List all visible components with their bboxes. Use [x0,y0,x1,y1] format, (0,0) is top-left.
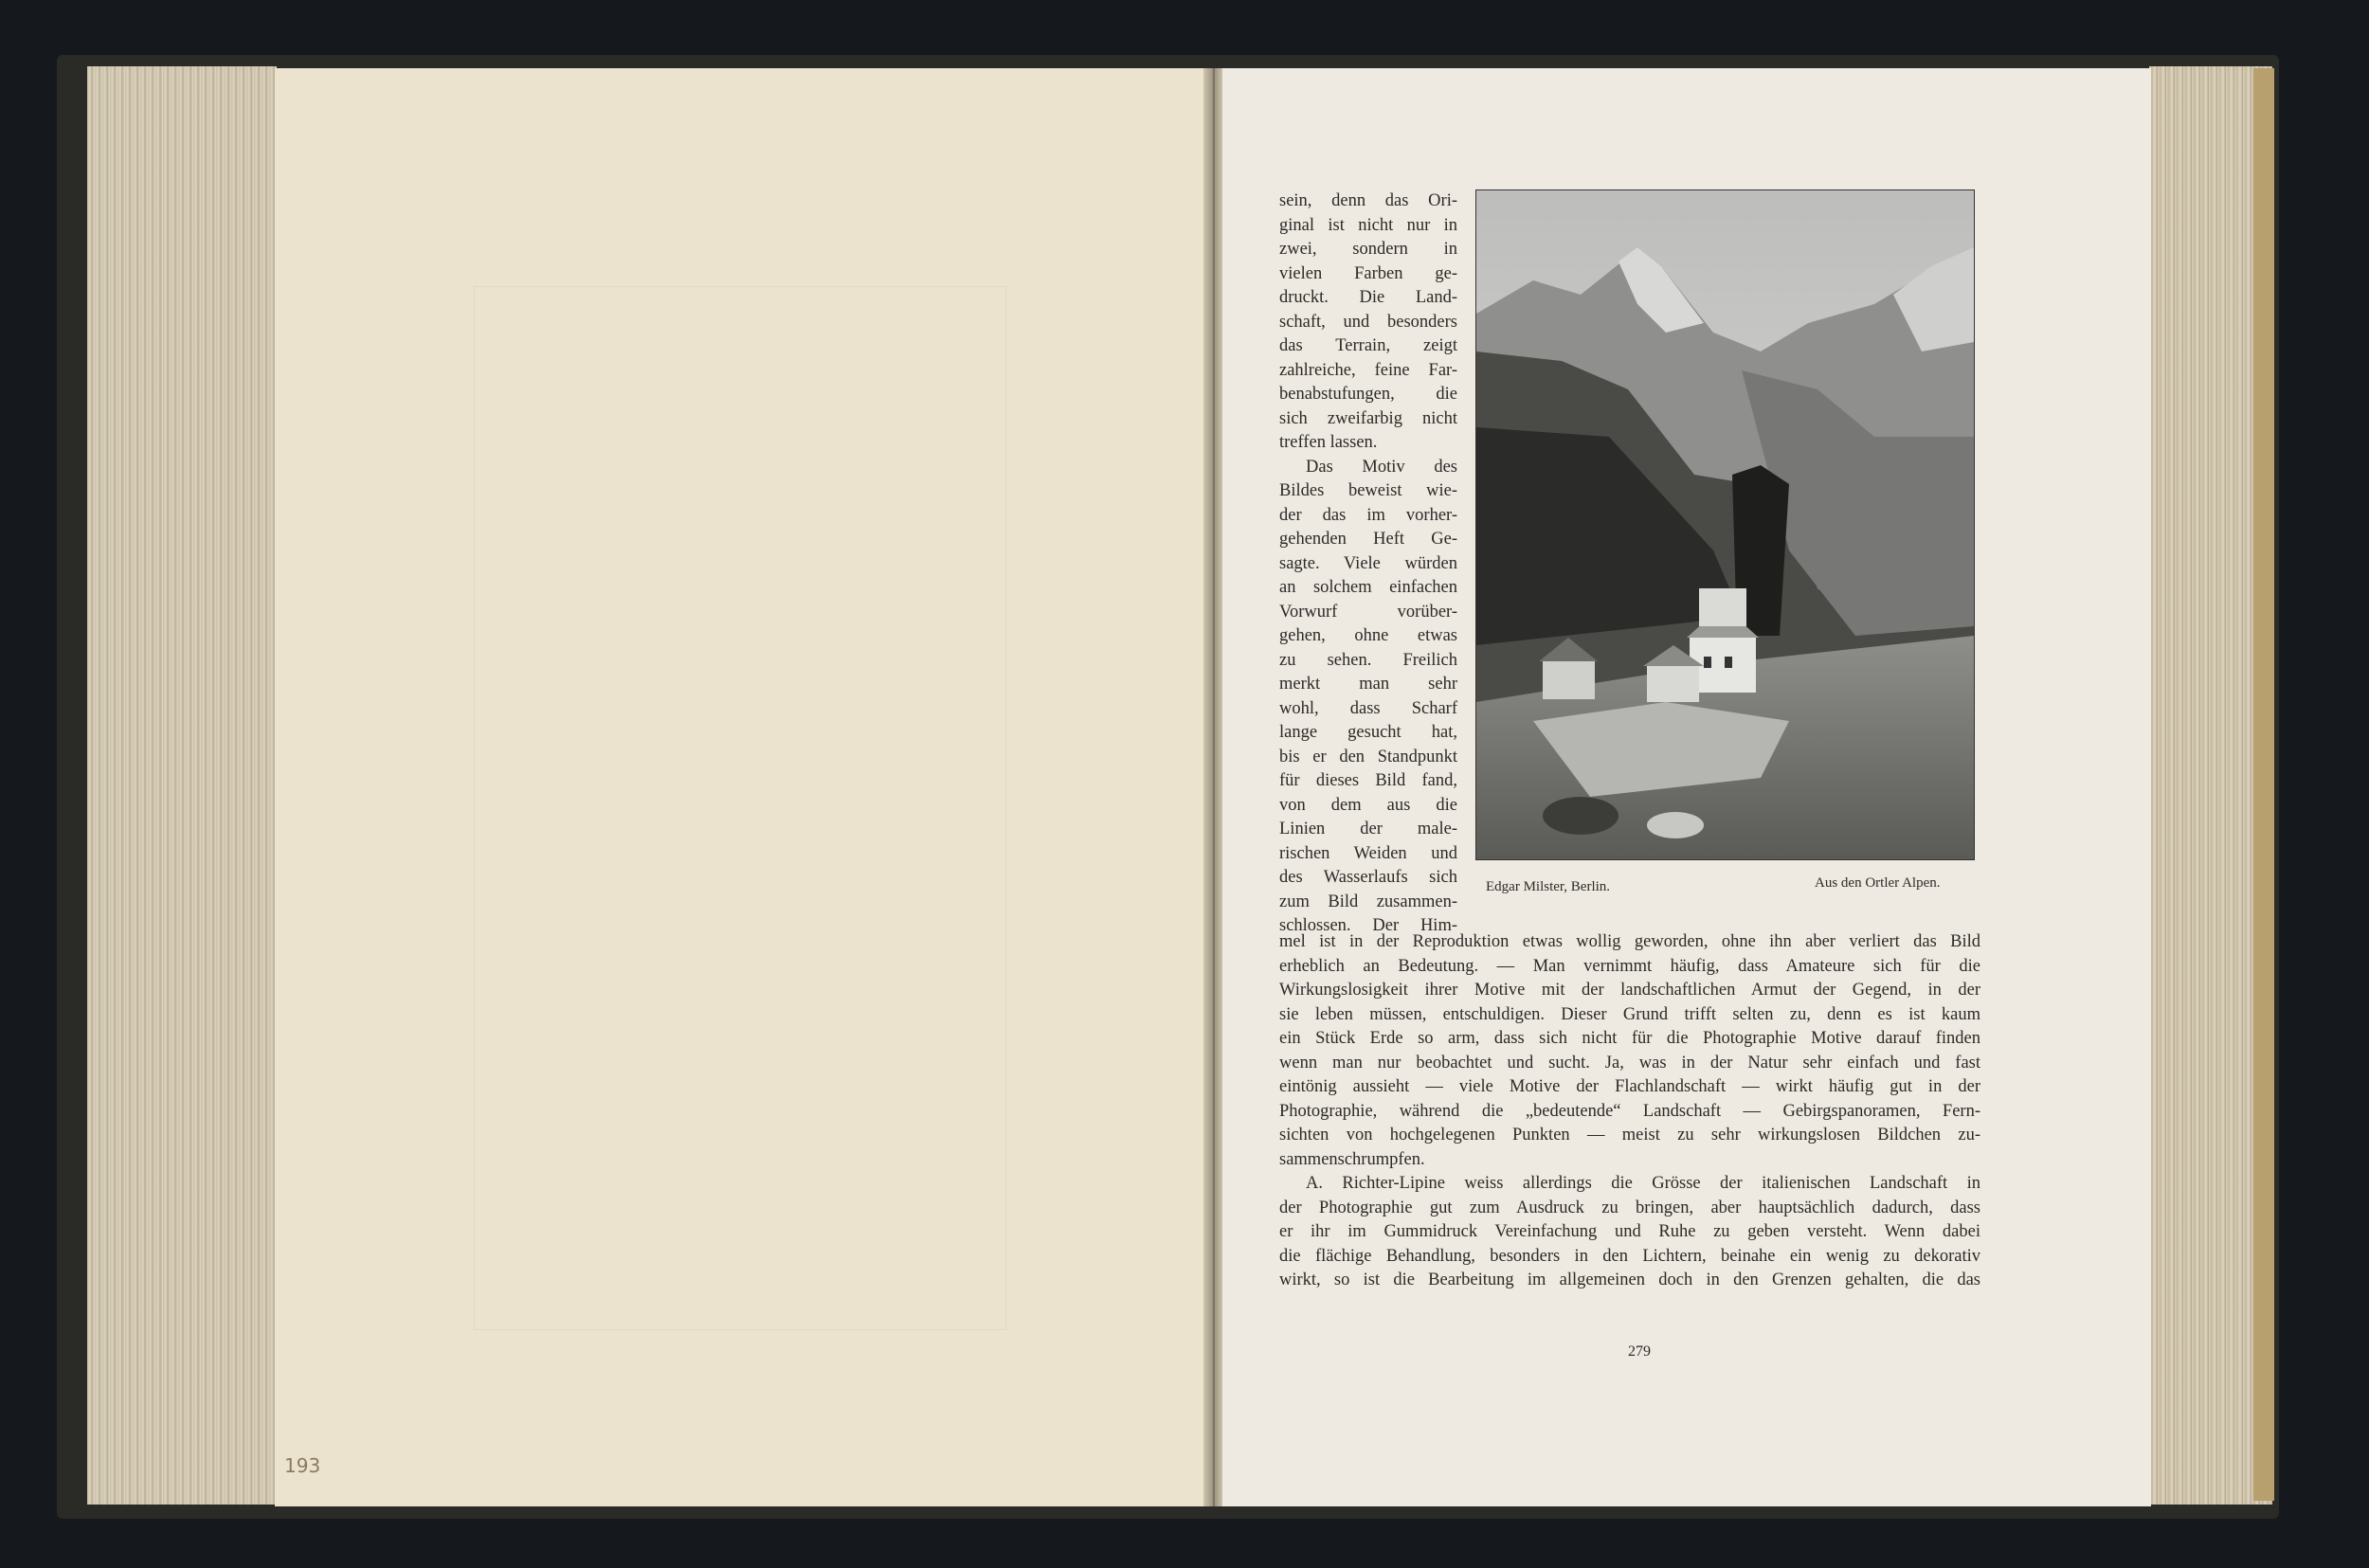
text-line: sammenschrumpfen. [1279,1149,1425,1169]
text-line: benabstufungen, die [1279,385,1457,404]
text-line: zum Bild zusammen- [1279,892,1457,911]
caption-photographer: Edgar Milster, Berlin. [1486,879,1611,894]
text-line: für dieses Bild fand, [1279,771,1457,790]
text-line: zahlreiche, feine Far- [1279,360,1457,380]
text-line: er ihr im Gummidruck Vereinfachung und Ruhe zu geben versteht. Wenn dabei [1279,1222,1980,1241]
text-line: sie leben müssen, entschuldigen. Dieser Grund trifft selten zu, denn es ist kaum [1279,1004,1980,1024]
text-line: Vorwurf vorüber- [1279,602,1457,622]
text-line: Linien der male- [1279,820,1457,838]
text-line: treffen lassen. [1279,433,1378,452]
text-line: sein, denn das Ori- [1279,191,1457,210]
caption-title: Aus den Ortler Alpen. [1815,875,1941,891]
text-line: von dem aus die [1279,795,1457,815]
text-line: bis er den Standpunkt [1279,747,1457,766]
right-page-edge [2253,68,2274,1501]
text-line: sagte. Viele würden [1279,553,1457,573]
text-line: die flächige Behandlung, besonders in den Lichtern, beinahe ein wenig zu dekorativ [1279,1246,1980,1266]
text-line: der Photographie gut zum Ausdruck zu bringen, aber hauptsächlich dadurch, dass [1279,1198,1980,1217]
mountain-landscape-photo [1476,190,1974,859]
text-line: rischen Weiden und [1279,843,1457,863]
text-line: lange gesucht hat, [1279,723,1457,742]
text-line: wenn man nur beobachtet und sucht. Ja, was in der Natur sehr einfach und fast [1279,1053,1980,1072]
text-line: wirkt, so ist die Bearbeitung im allgemeinen doch in den Grenzen gehalten, die das [1279,1271,1980,1289]
text-line: an solchem einfachen [1279,578,1457,597]
left-page-stack [87,66,277,1505]
text-line: merkt man sehr [1279,675,1457,694]
text-line: der das im vorher- [1279,505,1457,525]
text-line: A. Richter-Lipine weiss allerdings die Grösse der italienischen Landschaft in [1306,1174,1980,1193]
text-line: Photographie, während die „bedeutende“ Landschaft — Gebirgspanoramen, Fern- [1279,1101,1980,1121]
text-line: ein Stück Erde so arm, dass sich nicht für die Photographie Motive darauf finden [1279,1029,1980,1048]
text-line: gehen, ohne etwas [1279,626,1457,645]
text-line: Das Motiv des [1306,457,1457,477]
text-line: sichten von hochgelegenen Punkten — meist zu sehr wirkungslosen Bildchen zu- [1279,1126,1980,1144]
text-line: eintönig aussieht — viele Motive der Flachlandschaft — wirkt häufig gut in der [1279,1077,1980,1096]
text-line: wohl, dass Scharf [1279,698,1457,718]
text-line: schaft, und besonders [1279,312,1457,332]
wide-text-column [1279,930,1980,1293]
text-line: mel ist in der Reproduktion etwas wollig geworden, ohne ihn aber verliert das Bild [1279,932,1980,951]
narrow-text-column [1279,189,1457,939]
text-line: druckt. Die Land- [1279,288,1457,307]
text-line: Bildes beweist wie- [1279,481,1457,500]
text-line: ginal ist nicht nur in [1279,215,1457,235]
photo-plate [1475,189,1975,860]
text-line: gehenden Heft Ge- [1279,530,1457,549]
text-line: vielen Farben ge- [1279,263,1457,283]
left-page [275,68,1207,1506]
text-line: Wirkungslosigkeit ihrer Motive mit der landschaftlichen Armut der Gegend, in der [1279,981,1980,1000]
text-line: schlossen. Der Him- [1279,916,1457,935]
text-line: das Terrain, zeigt [1279,336,1457,355]
text-line: sich zweifarbig nicht [1279,408,1457,428]
text-line: erheblich an Bedeutung. — Man vernimmt häufig, dass Amateure sich für die [1279,956,1980,976]
text-line: des Wasserlaufs sich [1279,868,1457,887]
book-gutter [1203,68,1224,1506]
pencil-note: 193 [284,1454,321,1477]
text-line: zu sehen. Freilich [1279,650,1457,670]
text-line: zwei, sondern in [1279,240,1457,259]
page-number: 279 [1628,1343,1651,1360]
blank-plate-impression [474,286,1006,1330]
